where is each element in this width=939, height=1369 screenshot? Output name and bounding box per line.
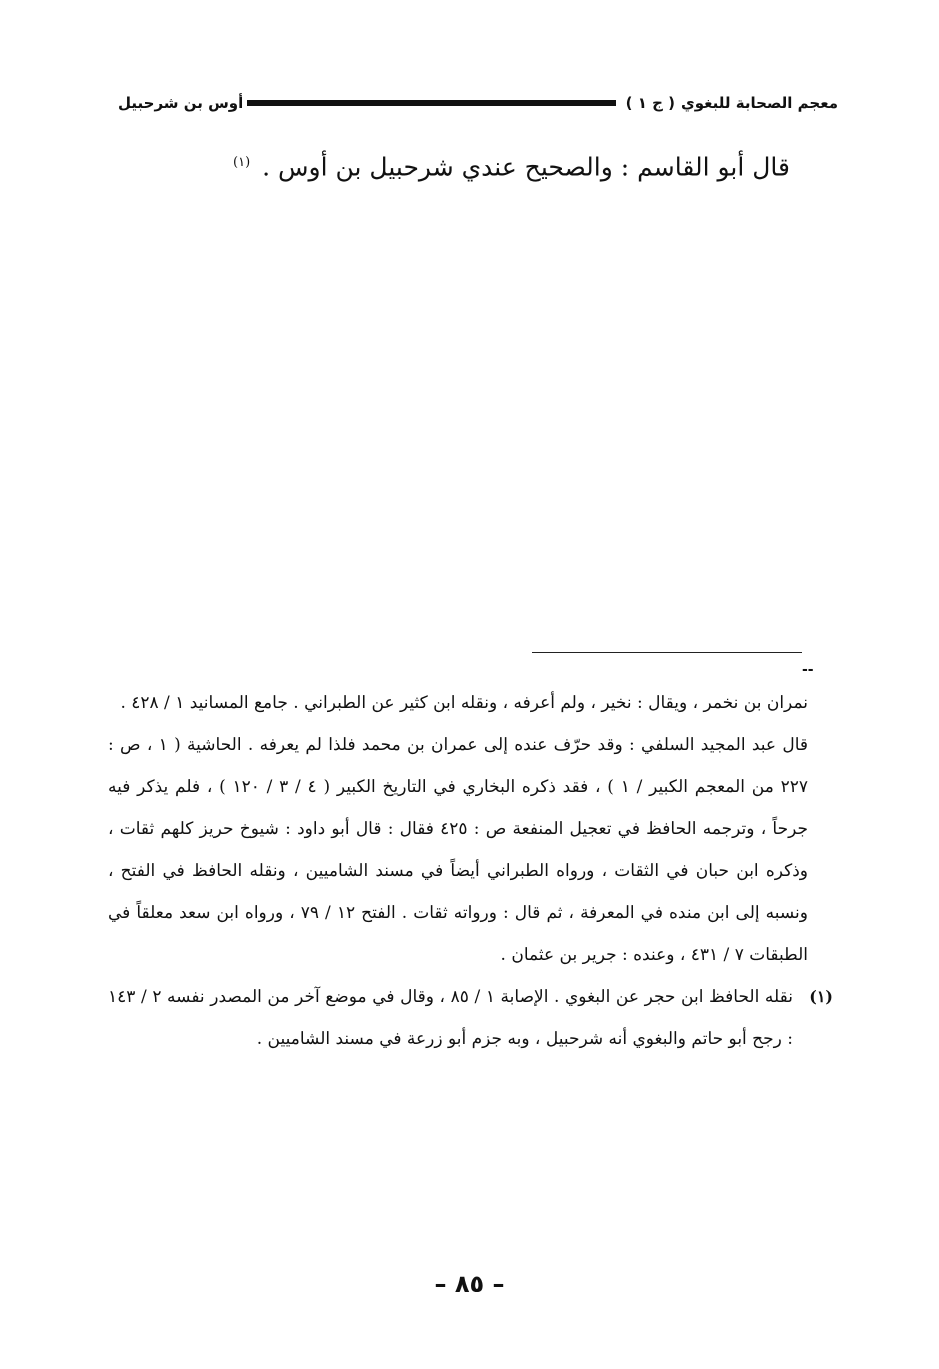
page-number: – ٨٥ – — [434, 1270, 505, 1298]
footnote-text: نقله الحافظ ابن حجر عن البغوي . الإصابة ١ / ٨٥ ، وقال في موضع آخر من المصدر نفسه ٢ / ١٤٣ : رجح أبو حاتم والبغوي أنه شرحبيل ، وبه جزم أبو زرعة في مسند الشاميين . — [108, 987, 793, 1049]
volume-label: ( ج ١ ) — [625, 94, 675, 112]
running-header — [118, 88, 838, 118]
main-text — [150, 143, 790, 187]
footnote-number: (١) — [809, 987, 833, 1006]
separator-mark: -- — [802, 662, 814, 678]
footnote-separator — [532, 652, 802, 653]
footnotes — [108, 682, 833, 1060]
footnote-1 — [108, 976, 833, 1060]
entry-name: أوس بن شرحبيل — [118, 94, 244, 112]
footnote-reference: (١) — [233, 155, 251, 170]
book-title: معجم الصحابة للبغوي — [681, 94, 838, 112]
header-rule — [247, 100, 615, 106]
footnote-continuation-para-2: قال عبد المجيد السلفي : وقد حرّف عنده إلى عمران بن محمد فلذا لم يعرفه . الحاشية ( ١ ، ص : ٢٢٧ من المعجم الكبير / ١ ) ، فقد ذكره البخاري في التاريخ الكبير ( ٤ / ٣ / ١٢٠ ) ، فلم يذكر فيه جرحاً ، وترجمه الحافظ في تعجيل المنفعة ص : ٤٢٥ فقال : قال أبو داود : شيوخ حريز كلهم ثقات ، وذكره ابن حبان في الثقات ، ورواه الطبراني أيضاً في مسند الشاميين ، ونقله الحافظ في الفتح ، ونسبه إلى ابن منده في المعرفة ، ثم قال : ورواته ثقات . الفتح ١٢ / ٧٩ ، ورواه ابن سعد معلقاً في الطبقات ٧ / ٤٣١ ، وعنده : جرير بن عثمان . — [108, 735, 808, 965]
footnote-continuation-para-1: نمران بن نخمر ، ويقال : نخير ، ولم أعرفه ، ونقله ابن كثير عن الطبراني . جامع المسانيد ١ / ٤٢٨ . — [120, 693, 808, 713]
main-sentence: قال أبو القاسم : والصحيح عندي شرحبيل بن أوس . — [262, 152, 790, 182]
